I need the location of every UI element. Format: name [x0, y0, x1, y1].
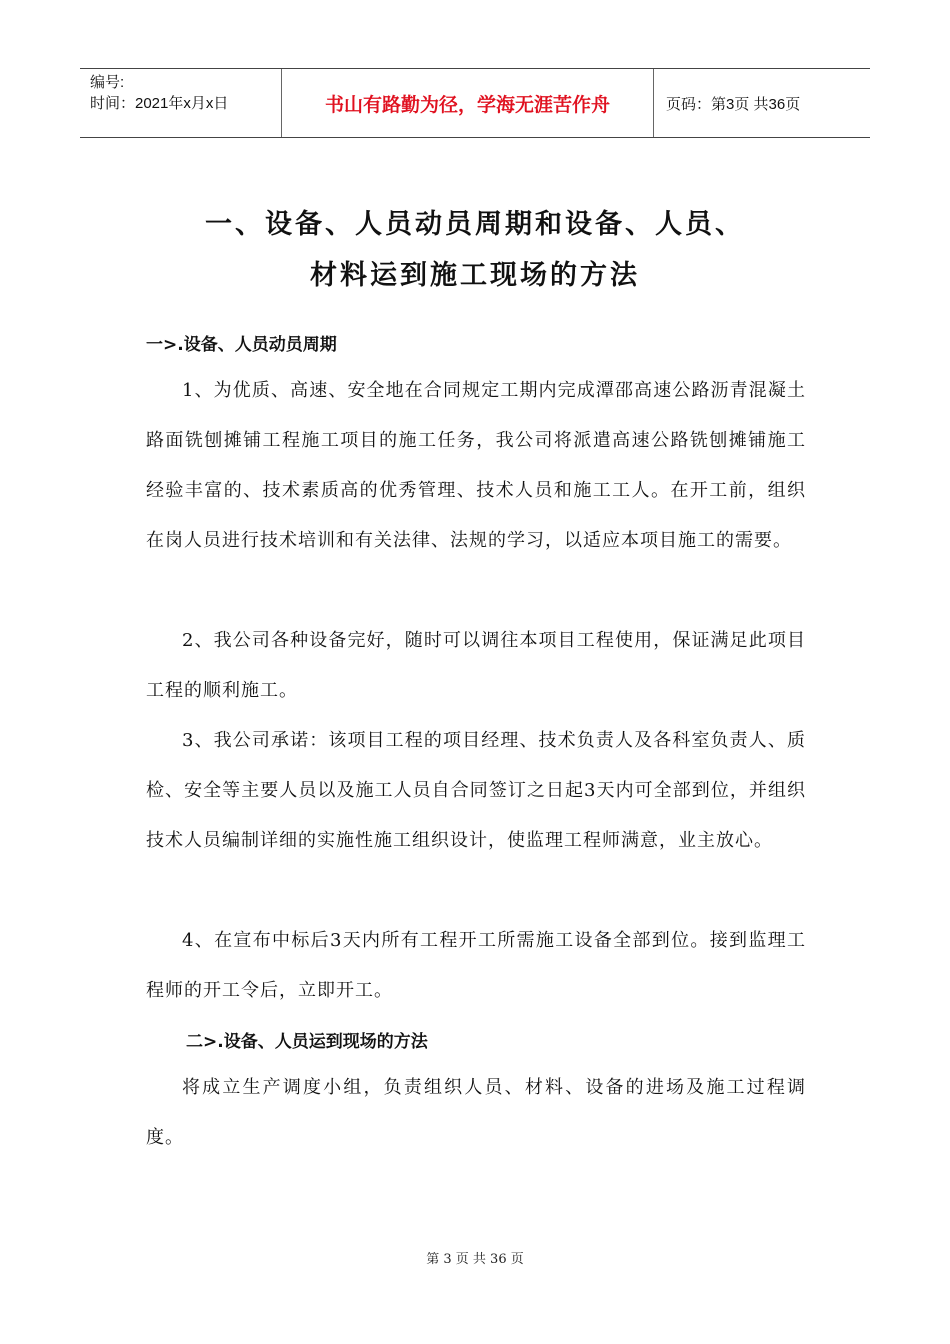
section-1-heading: 一>.设备、人员动员周期	[146, 335, 337, 355]
section-1-paragraph-1: 1、为优质、高速、安全地在合同规定工期内完成潭邵高速公路沥青混凝土路面铣刨摊铺工程施工项目的施工任务，我公司将派遣高速公路铣刨摊铺施工经验丰富的、技术素质高的优秀管理、技术人员和施工工人。在开工前，组织在岗人员进行技术培训和有关法律、法规的学习，以适应本项目施工的需要。	[146, 380, 806, 551]
time-label: 时间：2021年x月x日	[90, 95, 229, 112]
number-label: 编号:	[90, 74, 125, 91]
header-page-info: 页码：第3页 共36页	[666, 95, 801, 113]
section-2-paragraph-1: 将成立生产调度小组，负责组织人员、材料、设备的进场及施工过程调度。	[146, 1077, 806, 1148]
section-1-paragraph-4: 4、在宣布中标后3天内所有工程开工所需施工设备全部到位。接到监理工程师的开工令后，立即开工。	[146, 930, 806, 1001]
section-1-paragraph-2: 2、我公司各种设备完好，随时可以调往本项目工程使用，保证满足此项目工程的顺利施工。	[146, 630, 806, 701]
page-footer: 第 3 页 共 36 页	[426, 1252, 524, 1267]
header-motto: 书山有路勤为径，学海无涯苦作舟	[282, 69, 654, 137]
document-title-line-2: 材料运到施工现场的方法	[310, 260, 640, 291]
section-1-paragraph-3: 3、我公司承诺：该项目工程的项目经理、技术负责人及各科室负责人、质检、安全等主要人员以及施工人员自合同签订之日起3天内可全部到位，并组织技术人员编制详细的实施性施工组织设计，使监理工程师满意，业主放心。	[146, 730, 806, 851]
section-2-heading: 二>.设备、人员运到现场的方法	[186, 1032, 428, 1052]
header-left-cell	[80, 69, 282, 137]
page-header	[80, 68, 870, 138]
document-title-line-1: 一、设备、人员动员周期和设备、人员、	[205, 209, 745, 240]
